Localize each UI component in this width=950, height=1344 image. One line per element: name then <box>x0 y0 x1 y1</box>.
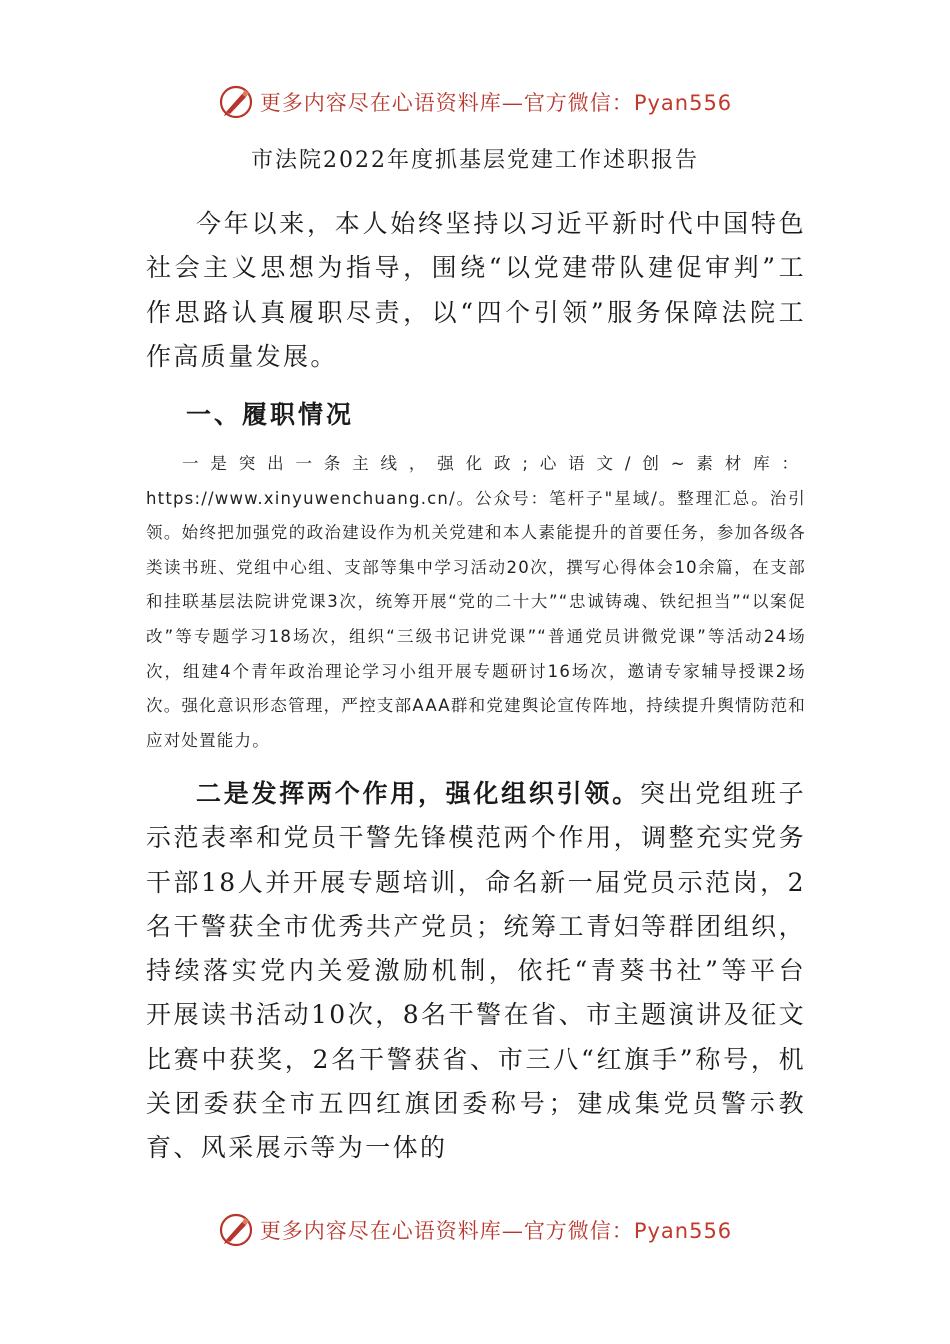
banner-account-label: 官方微信： <box>523 91 634 115</box>
banner-dash: — <box>501 1219 524 1243</box>
footer-watermark-banner <box>0 1210 950 1250</box>
section-heading: 一、履职情况 <box>186 400 355 429</box>
banner-account-label: 官方微信： <box>523 1219 634 1243</box>
item2-lead: 二是发挥两个作用，强化组织引领。 <box>196 779 640 808</box>
banner-account-id: Pyan556 <box>633 91 733 115</box>
item1-body: https://www.xinyuwenchuang.cn/。公众号：笔杆子"星域/。整理汇总。治引领。始终把加强党的政治建设作为机关党建和本人素能提升的首要任务，参加各级各类读书班、党组中心组、支部等集中学习活动20次，撰写心得体会10余篇，在支部和挂联基层法院讲党课3次，统筹开展“党的二十大”“忠诚铸魂、铁纪担当”“以案促改”等专题学习18场次，组织“三级书记讲党课”“普通党员讲微党课”等活动24场次，组建4个青年政治理论学习小组开展专题研讨16场次，邀请专家辅导授课2场次。强化意识形态管理，严控支部AAA群和党建舆论宣传阵地，持续提升舆情防范和应对处置能力。 <box>146 488 806 750</box>
banner-account-id: Pyan556 <box>633 1219 733 1243</box>
intro-paragraph: 今年以来，本人始终坚持以习近平新时代中国特色社会主义思想为指导，围绕“以党建带队建促审判”工作思路认真履职尽责，以“四个引领”服务保障法院工作高质量发展。 <box>146 209 806 371</box>
pen-logo-icon <box>218 84 254 120</box>
document-title: 市法院2022年度抓基层党建工作述职报告 <box>251 148 699 173</box>
banner-dash: — <box>501 91 524 115</box>
pen-logo-icon <box>218 1212 254 1248</box>
banner-text: 更多内容尽在心语资料库 <box>259 1219 502 1243</box>
item2-paragraph <box>146 772 806 1171</box>
item1-lead: 一是突出一条主线，强化政;心语文/创~素材库： <box>182 454 806 473</box>
item1-paragraph <box>146 447 806 758</box>
banner-text: 更多内容尽在心语资料库 <box>259 91 502 115</box>
item2-body: 突出党组班子示范表率和党员干警先锋模范两个作用，调整充实党务干部18人并开展专题培训，命名新一届党员示范岗，2名干警获全市优秀共产党员；统筹工青妇等群团组织，持续落实党内关爱激励机制，依托“青葵书社”等平台开展读书活动10次，8名干警在省、市主题演讲及征文比赛中获奖，2名干警获省、市三八“红旗手”称号，机关团委获全市五四红旗团委称号；建成集党员警示教育、风采展示等为一体的 <box>146 779 807 1163</box>
header-watermark-banner <box>0 82 950 122</box>
